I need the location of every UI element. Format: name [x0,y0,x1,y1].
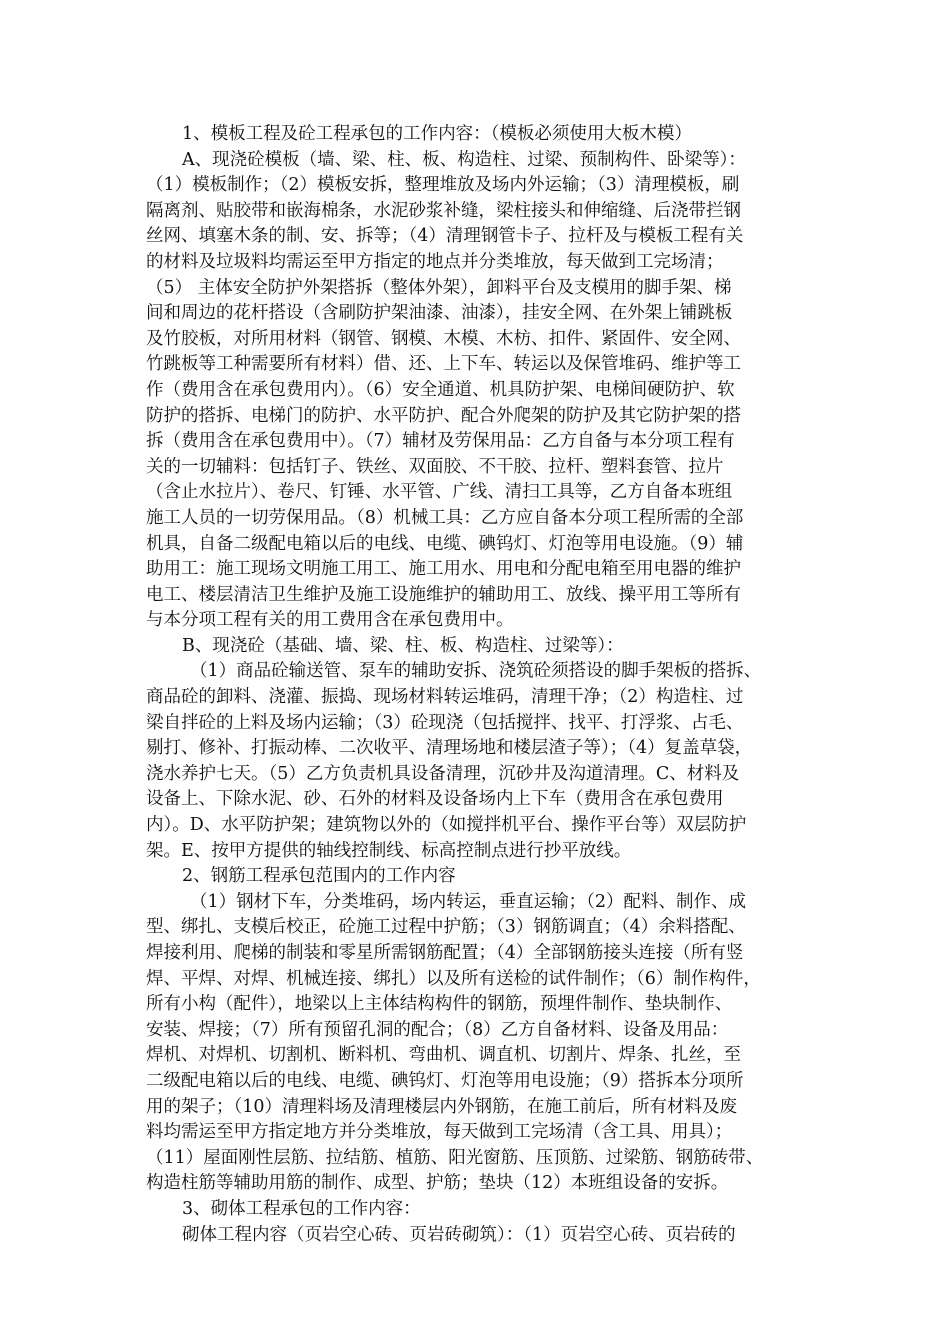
paragraph-line: 拆（费用含在承包费用中）。（7）辅材及劳保用品：乙方自备与本分项工程有 [146,431,735,452]
paragraph-line: 设备上、下除水泥、砂、石外的材料及设备场内上下车（费用含在承包费用 [146,789,724,810]
paragraph-line: 料均需运至甲方指定地方并分类堆放，每天做到工完场清（含工具、用具）； [146,1122,733,1143]
paragraph-line: 安装、焊接；（7）所有预留孔洞的配合；（8）乙方自备材料、设备及用品： [146,1019,729,1040]
paragraph-line: 用的架子；（10）清理料场及清理楼层内外钢筋，在施工前后，所有材料及废 [146,1096,738,1117]
paragraph-line: 及竹胶板，对所用材料（钢管、钢模、木模、木枋、扣件、紧固件、安全网、 [146,328,741,349]
paragraph-line: 与本分项工程有关的用工费用含在承包费用中。 [146,610,514,631]
paragraph-line: 所有小构（配件），地梁以上主体结构构件的钢筋，预埋件制作、垫块制作、 [146,994,733,1015]
paragraph-line: 架。E、按甲方提供的轴线控制线、标高控制点进行抄平放线。 [146,840,632,861]
paragraph-line: 型、绑扎、支模后校正，砼施工过程中护筋；（3）钢筋调直；（4）余料搭配、 [146,917,746,938]
paragraph-line: 砌体工程内容（页岩空心砖、页岩砖砌筑）：（1）页岩空心砖、页岩砖的 [182,1224,736,1245]
paragraph-line: 内）。D、水平防护架；建筑物以外的（如搅拌机平台、操作平台等）双层防护 [146,815,747,836]
paragraph-line: 商品砼的卸料、浇灌、振捣、现场材料转运堆码，清理干净；（2）构造柱、过 [146,687,744,708]
paragraph-line: 竹跳板等工种需要所有材料）借、还、上下车、转运以及保管堆码、维护等工 [146,354,741,375]
paragraph-line: （5） 主体安全防护外架搭拆（整体外架），卸料平台及支模用的脚手架、梯 [146,277,732,298]
paragraph-line: 二级配电箱以后的电线、电缆、碘钨灯、灯泡等用电设施；（9）搭拆本分项所 [146,1070,744,1091]
paragraph-line: （1）模板制作；（2）模板安拆，整理堆放及场内外运输；（3）清理模板，刷 [146,175,740,196]
paragraph-line: （1）钢材下车，分类堆码，场内转运，垂直运输；（2）配料、制作、成 [190,891,747,912]
paragraph-line: 助用工：施工现场文明施工用工、施工用水、用电和分配电箱至用电器的维护 [146,559,741,580]
paragraph-line: 梁自拌砼的上料及场内运输；（3）砼现浇（包括搅拌、找平、打浮浆、占毛、 [146,712,744,733]
paragraph-line: 焊、平焊、对焊、机械连接、绑扎）以及所有送检的试件制作；（6）制作构件， [146,968,761,989]
paragraph-line: 浇水养护七天。（5）乙方负责机具设备清理，沉砂井及沟道清理。C、材料及 [146,763,740,784]
paragraph-line: （1）商品砼输送管、泵车的辅助安拆、浇筑砼须搭设的脚手架板的搭拆、 [190,661,762,682]
subsection-heading-a: A、现浇砼模板（墙、梁、柱、板、构造柱、过梁、预制构件、卧梁等）： [182,149,746,170]
paragraph-line: 剔打、修补、打振动棒、二次收平、清理场地和楼层渣子等）；（4）复盖草袋， [146,738,753,759]
paragraph-line: 防护的搭拆、电梯门的防护、水平防护、配合外爬架的防护及其它防护架的搭 [146,405,741,426]
subsection-heading-b: B、现浇砼（基础、墙、梁、柱、板、构造柱、过梁等）： [182,635,624,656]
section-heading-1: 1、模板工程及砼工程承包的工作内容：（模板必须使用大板木模） [182,124,692,144]
paragraph-line: 电工、楼层清洁卫生维护及施工设施维护的辅助用工、放线、操平用工等所有 [146,584,741,605]
paragraph-line: 丝网、填塞木条的制、安、拆等；（4）清理钢管卡子、拉杆及与模板工程有关 [146,226,744,247]
paragraph-line: 作（费用含在承包费用内）。（6）安全通道、机具防护架、电梯间硬防护、软 [146,379,735,400]
section-heading-2: 2、钢筋工程承包范围内的工作内容 [182,866,456,887]
paragraph-line: 关的一切辅料：包括钉子、铁丝、双面胶、不干胶、拉杆、塑料套管、拉片 [146,456,724,477]
section-heading-3: 3、砌体工程承包的工作内容： [182,1198,421,1219]
paragraph-line: 机具，自备二级配电箱以后的电线、电缆、碘钨灯、灯泡等用电设施。（9）辅 [146,533,744,554]
paragraph-line: 焊机、对焊机、切割机、断料机、弯曲机、调直机、切割片、焊条、扎丝，至 [146,1045,741,1066]
paragraph-line: （含止水拉片）、卷尺、钉锤、水平管、广线、清扫工具等，乙方自备本班组 [146,482,733,503]
paragraph-line: 隔离剂、贴胶带和嵌海棉条，水泥砂浆补缝，梁柱接头和伸缩缝、后浇带拦钢 [146,200,741,221]
paragraph-line: 焊接利用、爬梯的制装和零星所需钢筋配置；（4）全部钢筋接头连接（所有竖 [146,943,744,963]
paragraph-line: 构造柱筋等辅助用筋的制作、成型、护筋；垫块（12）本班组设备的安拆。 [146,1173,729,1194]
document-body [146,122,824,1248]
paragraph-line: 间和周边的花杆搭设（含刷防护架油漆、油漆），挂安全网、在外架上铺跳板 [146,303,733,324]
paragraph-line: 的材料及垃圾料均需运至甲方指定的地点并分类堆放，每天做到工完场清； [146,251,724,272]
paragraph-line: 施工人员的一切劳保用品。（8）机械工具：乙方应自备本分项工程所需的全部 [146,507,744,528]
paragraph-line: （11）屋面刚性层筋、拉结筋、植筋、阳光窗筋、压顶筋、过梁筋、钢筋砖带、 [146,1147,764,1168]
